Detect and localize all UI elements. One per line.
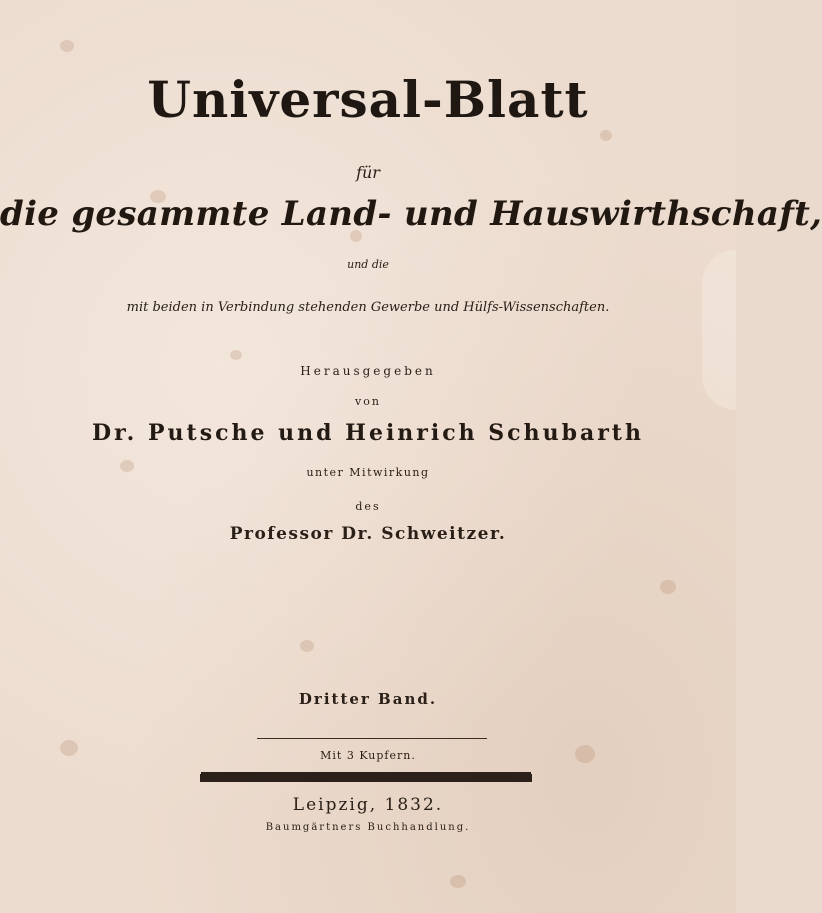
stain bbox=[300, 640, 314, 652]
publisher: Baumgärtners Buchhandlung. bbox=[265, 822, 471, 833]
stain bbox=[600, 130, 612, 141]
von-text: von bbox=[355, 395, 381, 408]
main-title: Universal-Blatt bbox=[147, 70, 589, 129]
volume-label: Dritter Band. bbox=[298, 690, 438, 708]
stain bbox=[660, 580, 676, 594]
herausgegeben-text: Herausgegeben bbox=[300, 364, 436, 378]
und-die-text: und die bbox=[347, 258, 389, 271]
imprint-city-year: Leipzig, 1832. bbox=[292, 795, 444, 815]
unter-mitwirkung-text: unter Mitwirkung bbox=[306, 466, 430, 479]
contributor: Professor Dr. Schweitzer. bbox=[229, 524, 507, 544]
editors: Dr. Putsche und Heinrich Schubarth bbox=[92, 420, 644, 446]
stain bbox=[230, 350, 242, 360]
page-edge bbox=[702, 250, 736, 410]
des-text: des bbox=[355, 500, 381, 513]
divider-thick bbox=[200, 774, 532, 782]
scope-line: mit beiden in Verbindung stehenden Gewerbe und Hülfs-Wissenschaften. bbox=[126, 300, 610, 315]
divider-thin bbox=[257, 738, 487, 739]
plates-note: Mit 3 Kupfern. bbox=[320, 749, 416, 762]
fuer-text: für bbox=[356, 163, 380, 182]
stain bbox=[450, 875, 466, 888]
stain bbox=[60, 40, 74, 52]
subtitle: die gesammte Land- und Hauswirthschaft, bbox=[0, 194, 822, 234]
